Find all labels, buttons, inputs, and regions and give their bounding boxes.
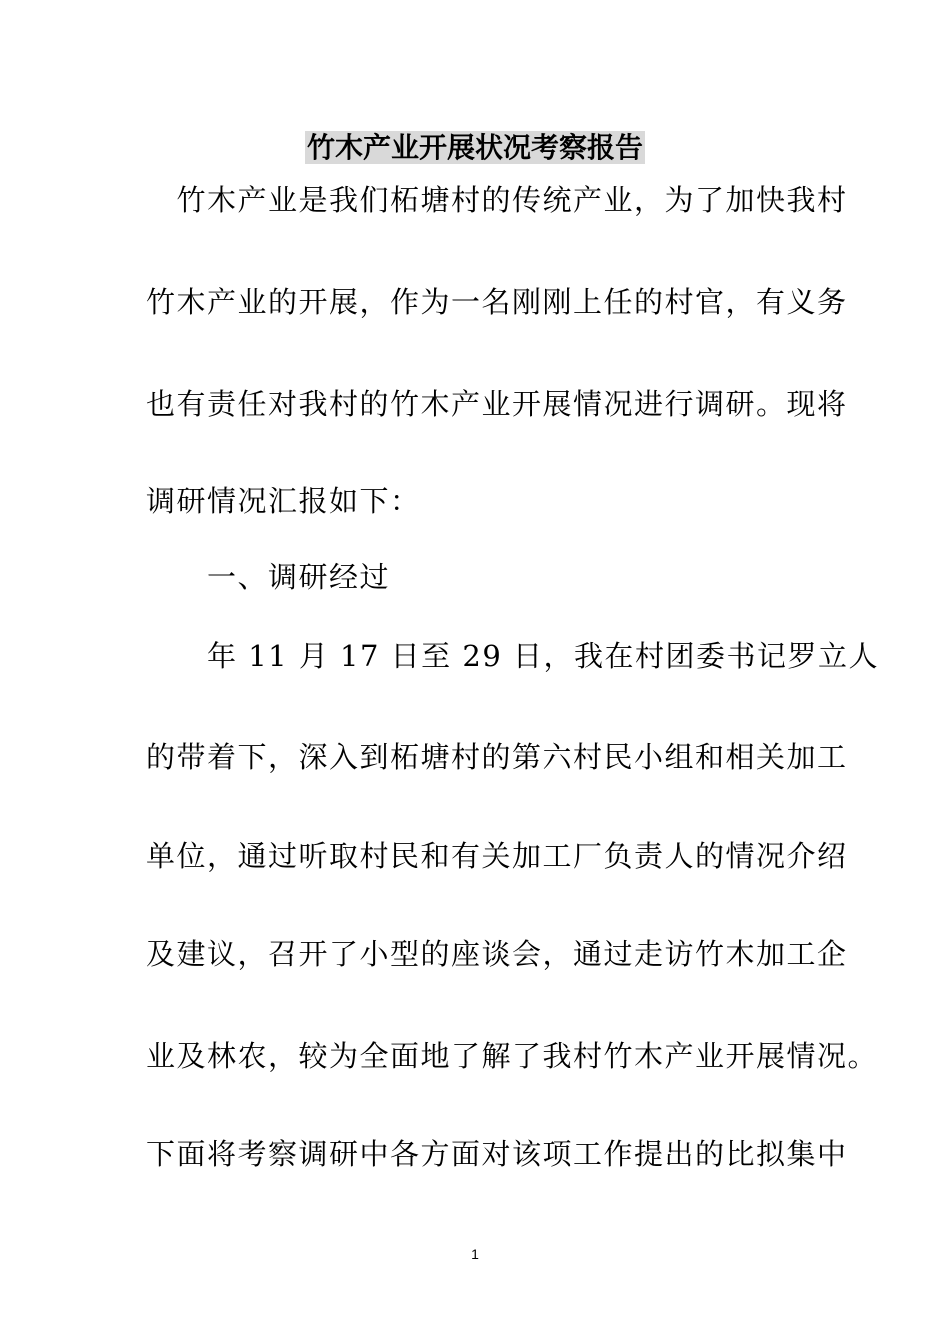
body-line: 竹木产业的开展，作为一名刚刚上任的村官，有义务 [146,285,848,319]
page-number: 1 [471,1246,479,1262]
document-title-text: 竹木产业开展状况考察报告 [306,131,643,164]
body-line: 也有责任对我村的竹木产业开展情况进行调研。现将 [146,387,848,421]
document-title [0,128,950,168]
body-line: 及建议，召开了小型的座谈会，通过走访竹木加工企 [146,937,848,971]
body-line: 竹木产业是我们柘塘村的传统产业，为了加快我村 [146,183,848,217]
section-heading: 一、调研经过 [146,560,391,594]
body-line: 调研情况汇报如下： [146,484,421,518]
body-line: 的带着下，深入到柘塘村的第六村民小组和相关加工 [146,740,848,774]
body-line: 单位，通过听取村民和有关加工厂负责人的情况介绍 [146,839,848,873]
body-line: 业及林农，较为全面地了解了我村竹木产业开展情况。 [146,1039,879,1073]
body-line: 下面将考察调研中各方面对该项工作提出的比拟集中 [146,1137,848,1171]
body-line: 年 11 月 17 日至 29 日，我在村团委书记罗立人 [146,639,880,673]
